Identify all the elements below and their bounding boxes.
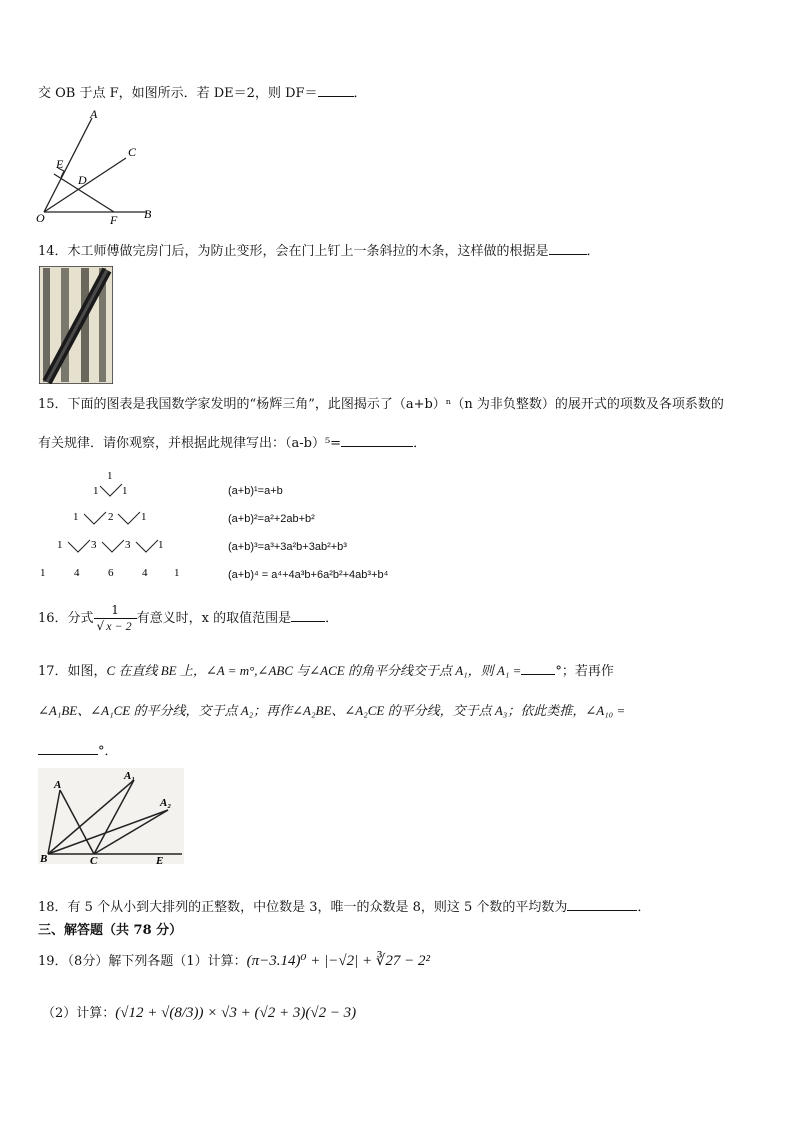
label-A2: A₂ [160,797,172,809]
q19-part1-label: 19．（8分）解下列各题（1）计算： [38,954,247,969]
q18-text: 18．有 5 个从小到大排列的正整数，中位数是 3，唯一的众数是 8，则这 5 个数的平均数为 [38,900,568,915]
q17-answer-blank-2[interactable] [38,740,98,755]
formula-3: (a+b)³=a³+3a²b+3ab²+b³ [228,541,347,553]
q17-line3-end: °． [98,744,118,759]
q15-line1: 15．下面的图表是我国数学家发明的“杨辉三角”，此图揭示了（a+b）ⁿ（n 为非负整数）的展开式的项数及各项系数的 [38,397,724,412]
q16-fraction [94,603,137,634]
tri-cell: 1 [40,567,46,579]
tri-cell: 1 [174,567,180,579]
formula-4: (a+b)⁴ = a⁴+4a³b+6a²b²+4ab³+b⁴ [228,569,389,581]
q16-line [38,602,338,636]
q14-end: ． [586,244,600,259]
label-O: O [36,211,45,224]
label-C: C [90,855,98,864]
q15-end: ． [413,436,427,451]
label-B: B [40,853,48,864]
q19-part2 [42,1000,356,1027]
tri-cell: 3 [91,539,97,551]
q13-answer-blank[interactable] [318,82,354,97]
label-E: E [156,855,164,864]
tri-cell: 1 [93,485,99,497]
q16-answer-blank[interactable] [291,607,325,622]
q17-figure [38,768,184,864]
label-F: F [110,213,118,224]
q14-answer-blank[interactable] [549,240,587,255]
q15-answer-blank[interactable] [341,432,413,447]
q19-part2-expr: (√12 + √(8/3)) × √3 + (√2 + 3)(√2 − 3) [115,1005,357,1021]
tri-cell: 1 [122,485,128,497]
label-C: C [128,145,137,159]
yanghui-triangle [34,464,194,584]
label-A: A [90,107,98,121]
q19-part1 [38,950,430,973]
q17-line1-text: C 在直线 BE 上，∠A = m°,∠ABC 与∠ACE 的角平分线交于点 A₁，则 A₁ = [106,663,522,678]
q16-numerator: 1 [94,603,137,619]
tri-cell: 1 [158,539,164,551]
tri-cell: 1 [73,511,79,523]
label-E: E [56,157,64,171]
tri-cell: 6 [108,567,114,579]
q14-text: 14．木工师傅做完房门后，为防止变形，会在门上钉上一条斜拉的木条，这样做的根据是 [38,244,549,259]
q17-line3 [38,740,118,761]
tri-cell: 2 [108,511,114,523]
tri-cell: 1 [141,511,147,523]
q16-label: 16．分式 [38,611,94,626]
formula-2: (a+b)²=a²+2ab+b² [228,513,315,525]
ray-OA [44,118,92,212]
q17-intro: 17．如图， [38,664,107,679]
q13-figure [34,106,164,224]
door-image [39,266,113,384]
tri-cell: 1 [57,539,63,551]
tri-cell: 4 [142,567,148,579]
q19-part2-label: （2）计算： [42,1006,116,1021]
tri-cell: 1 [107,470,113,482]
label-D: D [78,173,87,187]
section-3-title: 三、解答题（共 78 分） [38,923,183,938]
q17-line2: ∠A₁BE、∠A₁CE 的平分线，交于点 A₂；再作∠A₂BE、∠A₂CE 的平分线，交于点 A₃；依此类推，∠A₁₀ = [38,703,626,718]
q13-text: 交 OB 于点 F，如图所示．若 DE＝2，则 DF＝ [38,86,318,101]
q13-line [38,82,367,103]
q19-part1-expr: (π−3.14)⁰ + |−√2| + ∛27 − 2² [246,953,431,969]
q16-text: 有意义时，x 的取值范围是 [136,611,292,626]
label-A1: A₁ [124,770,136,782]
q16-radicand: x − 2 [106,619,132,633]
q13-end: ． [353,86,367,101]
q16-end: ． [325,611,339,626]
q17-answer-blank-1[interactable] [521,660,555,675]
q18-line [38,896,650,917]
q17-line1 [38,660,614,681]
label-B: B [144,207,152,221]
q15-line2 [38,432,426,453]
q16-denominator: √ x − 2 [96,619,132,633]
q17-line1-end: °；若再作 [555,664,614,679]
q18-answer-blank[interactable] [567,896,637,911]
q15-line2-text: 有关规律．请你观察，并根据此规律写出：（a-b）⁵= [38,436,342,451]
q18-end: ． [637,900,651,915]
tri-cell: 4 [74,567,80,579]
q14-line [38,240,600,261]
tri-cell: 3 [125,539,131,551]
formula-1: (a+b)¹=a+b [228,485,283,497]
label-A: A [54,779,62,791]
